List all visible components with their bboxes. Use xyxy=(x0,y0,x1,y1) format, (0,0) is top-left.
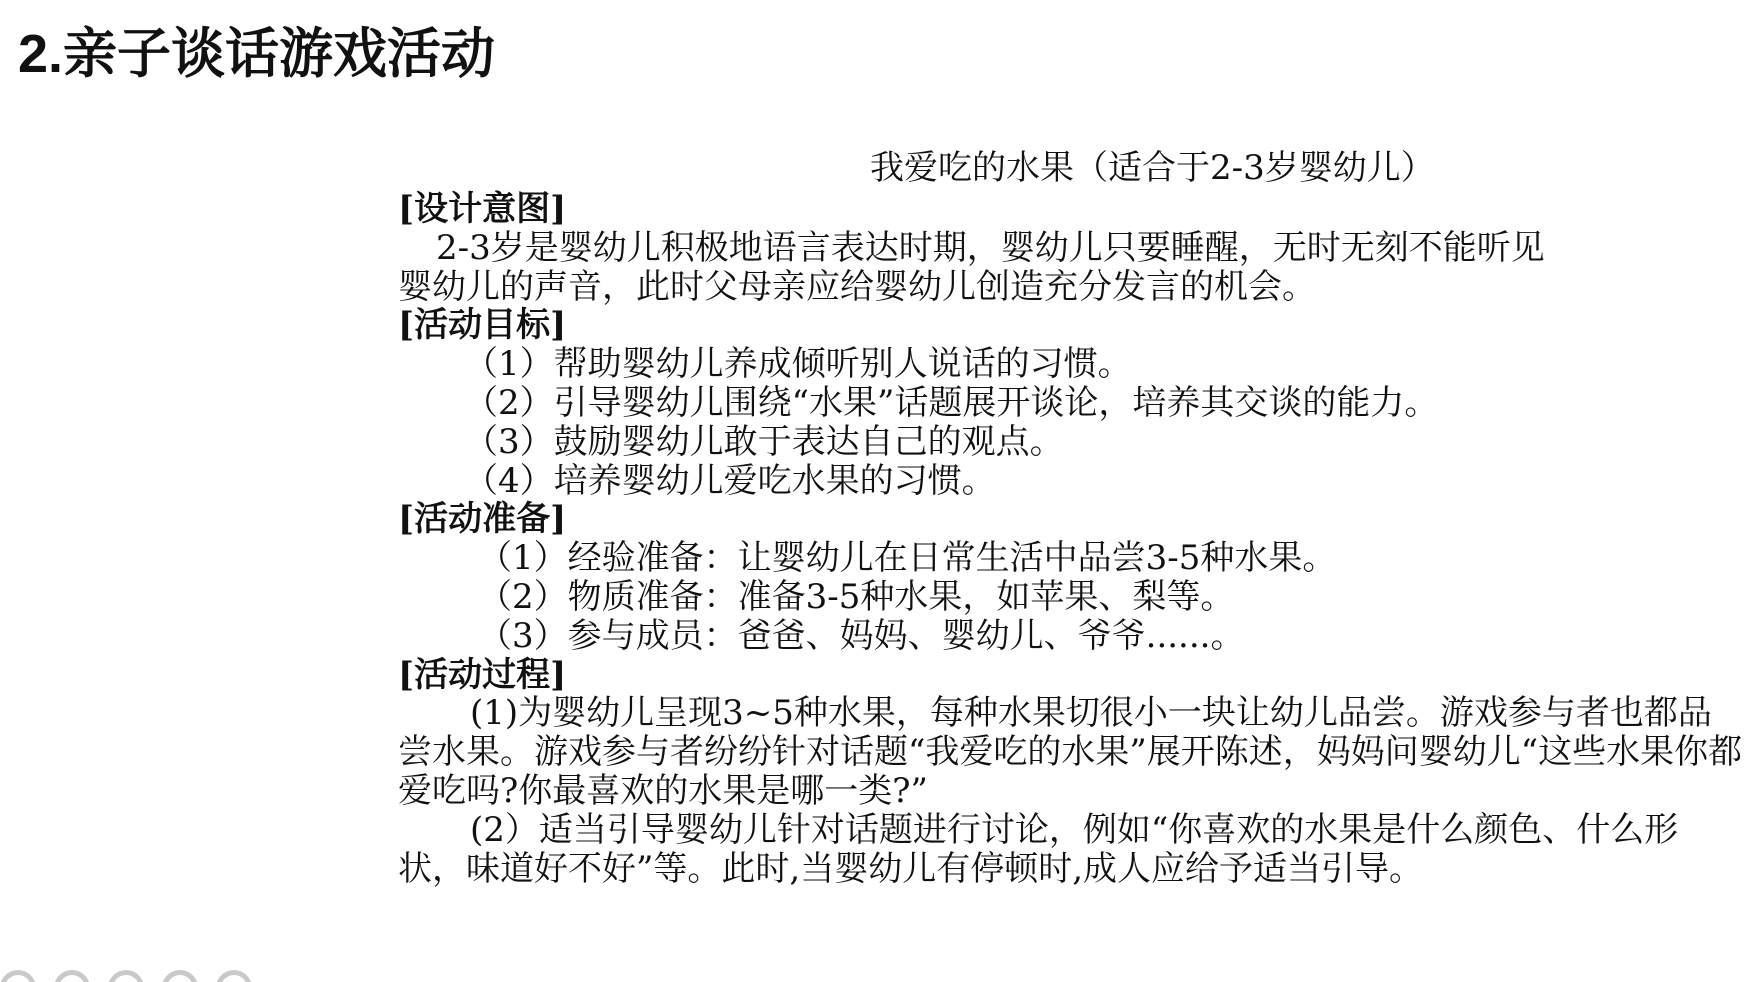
prep-item: （2）物质准备：准备3-5种水果，如苹果、梨等。 xyxy=(478,576,1235,617)
process-paragraph: (1)为婴幼儿呈现3~5种水果，每种水果切很小一块让幼儿品尝。游戏参与者也都品尝水果。游戏参与者纷纷针对话题“我爱吃的水果”展开陈述，妈妈问婴幼儿“这些水果你都爱吃吗?你最喜欢的水果是哪一类?” xyxy=(398,693,1743,811)
goal-item: （2）引导婴幼儿围绕“水果”话题展开谈论，培养其交谈的能力。 xyxy=(464,382,1439,423)
circle-icon xyxy=(108,970,144,982)
bottom-decoration xyxy=(0,966,420,982)
circle-icon xyxy=(216,970,252,982)
document-body xyxy=(398,146,1743,888)
page-title: 2.亲子谈话游戏活动 xyxy=(18,24,496,84)
circle-icon xyxy=(54,970,90,982)
prep-item: （3）参与成员：爸爸、妈妈、婴幼儿、爷爷......。 xyxy=(478,615,1245,656)
section-heading-prep: [活动准备] xyxy=(398,499,567,540)
prep-item: （1）经验准备：让婴幼儿在日常生活中品尝3-5种水果。 xyxy=(478,538,1337,579)
design-line: 婴幼儿的声音，此时父母亲应给婴幼儿创造充分发言的机会。 xyxy=(398,266,1316,307)
section-heading-goals: [活动目标] xyxy=(398,305,567,346)
design-line: 2-3岁是婴幼儿积极地语言表达时期，婴幼儿只要睡醒，无时无刻不能听见 xyxy=(436,227,1545,268)
section-heading-design: [设计意图] xyxy=(398,189,567,229)
goal-item: （3）鼓励婴幼儿敢于表达自己的观点。 xyxy=(464,421,1064,462)
circle-icon xyxy=(162,970,198,982)
goal-item: （1）帮助婴幼儿养成倾听别人说话的习惯。 xyxy=(464,344,1132,385)
process-paragraph: (2）适当引导婴幼儿针对话题进行讨论，例如“你喜欢的水果是什么颜色、什么形状，味道好不好”等。此时,当婴幼儿有停顿时,成人应给予适当引导。 xyxy=(398,809,1679,889)
section-heading-process: [活动过程] xyxy=(398,654,567,695)
circle-icon xyxy=(0,970,36,982)
goal-item: （4）培养婴幼儿爱吃水果的习惯。 xyxy=(464,460,996,501)
activity-title: 我爱吃的水果（适合于2-3岁婴幼儿） xyxy=(870,148,1435,188)
